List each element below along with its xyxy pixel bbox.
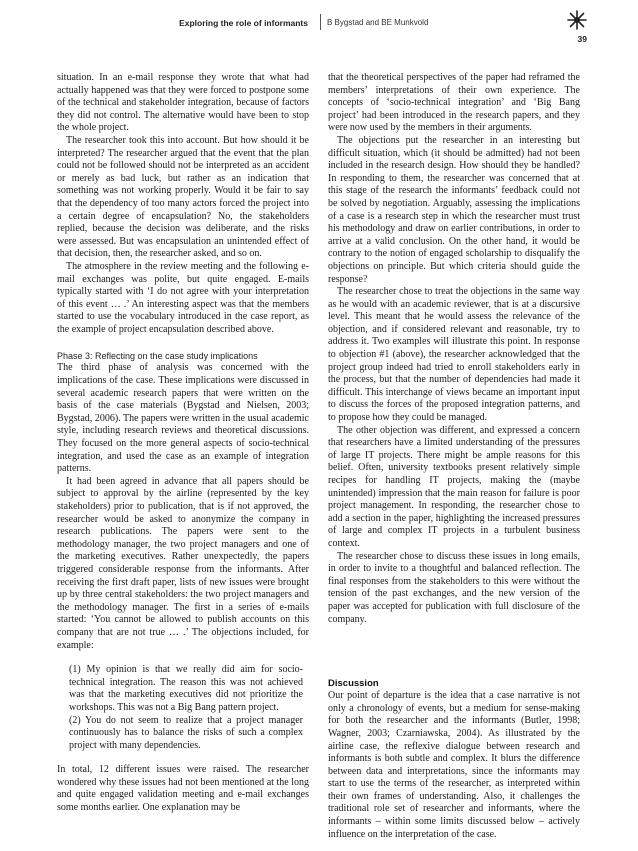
right-column bbox=[328, 72, 580, 841]
paragraph: The atmosphere in the review meeting and the following e-mail exchanges was polite, but quite engaged. E-mails typically started with ‘I do not agree with your interpretation of this event … .’ An interesting aspect was that the members started to use the vocabulary introduced in the case report, as the example of project encapsulation described above. bbox=[57, 260, 309, 335]
header-divider bbox=[320, 14, 321, 30]
paragraph: Our point of departure is the idea that a case narrative is not only a chronology of events, but a medium for sense-making for both the researcher and the informants (Butler, 1998; Wagner, 2003; Czarniawska, 2004). As illustrated by the airline case, the reflexive dialogue between research and informants is both subtle and complex. It blurs the difference between data and interpretations, since the informants may start to use the terms of the researcher, as interpreted within their own frames of understanding. Also, it challenges the traditional role set of researcher and informants, where the informants – within some limits discussed below – actively influence on the interpretation of the case. bbox=[328, 690, 580, 840]
star-burst-icon bbox=[567, 10, 587, 30]
paragraph: The researcher chose to treat the objections in the same way as he would with an academic reviewer, that is at a discursive level. This meant that he would assess the relevance of the objection, and if considered relevant and reasonable, try to address it. Two examples will illustrate this point. In response to objection #1 (above), the researcher acknowledged that the project group indeed had tried to enroll stakeholders early in the process, but that the number of dependencies had made it difficult. This interchange of views became an important input to discuss the forces of the proposed integration patterns, and to propose how they could be managed. bbox=[328, 286, 580, 424]
paragraph: It had been agreed in advance that all papers should be subject to approval by the airline (represented by the key stakeholders) prior to publication, that is if not approved, the researcher would be asked to anonymize the company in research publications. The papers were sent to the methodology manager, the two project managers and one of the marketing executives. Rather unexpectedly, the papers triggered considerable response from the informants. After receiving the first draft paper, lists of new issues were brought up by three central stakeholders: the two project managers and the methodology manager. The first in a series of e-mails started: ‘You cannot be allowed to publish accounts on this company that are not true … .’ The objections included, for example: bbox=[57, 475, 309, 651]
section-heading: Phase 3: Reflecting on the case study implications bbox=[57, 351, 258, 362]
paragraph: that the theoretical perspectives of the paper had reframed the members’ interpretations of their own experience. The concepts of ‘socio-technical integration’ and ‘Big Bang project’ had been introduced in the research papers, and they were now used by the members in their arguments. bbox=[328, 72, 580, 134]
paragraph: The researcher chose to discuss these issues in long emails, in order to invite to a thoughtful and balanced reflection. The final responses from the stakeholders to this were without the tension of the past exchanges, and the new version of the paper was accepted for publication with full disclosure of the company. bbox=[328, 550, 580, 625]
left-column bbox=[57, 72, 309, 815]
paragraph: The third phase of analysis was concerned with the implications of the case. These implications were discussed in several academic research papers that were written on the basis of the case materials (Bygstad and Nielsen, 2003; Bygstad, 2006). The papers were written in the usual academic style, including research reviews and theoretical discussions. They focused on the more general aspects of socio-technical integration, and used the case as an example of integration patterns. bbox=[57, 362, 309, 475]
paragraph: The other objection was different, and expressed a concern that researchers have a limited understanding of the pressures of large IT projects. There might be ample reasons for this belief. Often, university textbooks present relatively simple recipes for handling IT projects, making the (maybe unintended) impression that the main reason for failure is poor project management. In responding, the researcher chose to add a section in the paper, highlighting the increased pressures of large and complex IT projects in a turbulent business context. bbox=[328, 424, 580, 549]
quote-item: (2) You do not seem to realize that a project manager continuously has to balance the risks of such a complex project with many dependencies. bbox=[69, 714, 303, 751]
running-title: Exploring the role of informants bbox=[179, 18, 308, 28]
quote-item: (1) My opinion is that we really did aim for socio-technical integration. The reason this was not achieved was that the marketing executives did not prioritize the workshops. This was not a Big Bang pattern project. bbox=[69, 664, 303, 713]
block-quote bbox=[69, 664, 303, 752]
paragraph: The objections put the researcher in an interesting but difficult situation, which (it should be admitted) had not been included in the research design. How should they be handled? In responding to them, the researcher was concerned that at this stage of the research the informants’ feedback could not be solved by negotiation. Arguably, assessing the implications of a case is a research step in which the researcher must trust his methodology and draw on earlier contributions, in order to arrive at a valid conclusion. On the other hand, it would be contrary to the notion of engaged scholarship to disqualify the objections on principle. But which criteria should guide the response? bbox=[328, 134, 580, 285]
paragraph: In total, 12 different issues were raised. The researcher wondered why these issues had not been mentioned at the long and quite engaged validation meeting and e-mail exchanges some months earlier. One explanation may be bbox=[57, 764, 309, 814]
section-heading: Discussion bbox=[328, 678, 379, 690]
page-number: 39 bbox=[577, 34, 587, 44]
running-authors: B Bygstad and BE Munkvold bbox=[327, 18, 429, 27]
paragraph: The researcher took this into account. But how should it be interpreted? The researcher argued that the event that the plan could not be followed should not be interpreted as an accident or merely as bad luck, but rather as an indication that something was not working properly. Would it be fair to say that the dependency of too many actors forced the project into a certain degree of encapsulation? No, the stakeholders replied, because the decision was deliberate, and the risks were assessed. But was encapsulation an unintended effect of that decision, then, the researcher asked, and so on. bbox=[57, 134, 309, 260]
paragraph: situation. In an e-mail response they wrote that what had actually happened was that they were forced to postpone some of the technical and stakeholder integration, because of factors they did not control. The alternative would have been to stop the whole project. bbox=[57, 72, 309, 134]
